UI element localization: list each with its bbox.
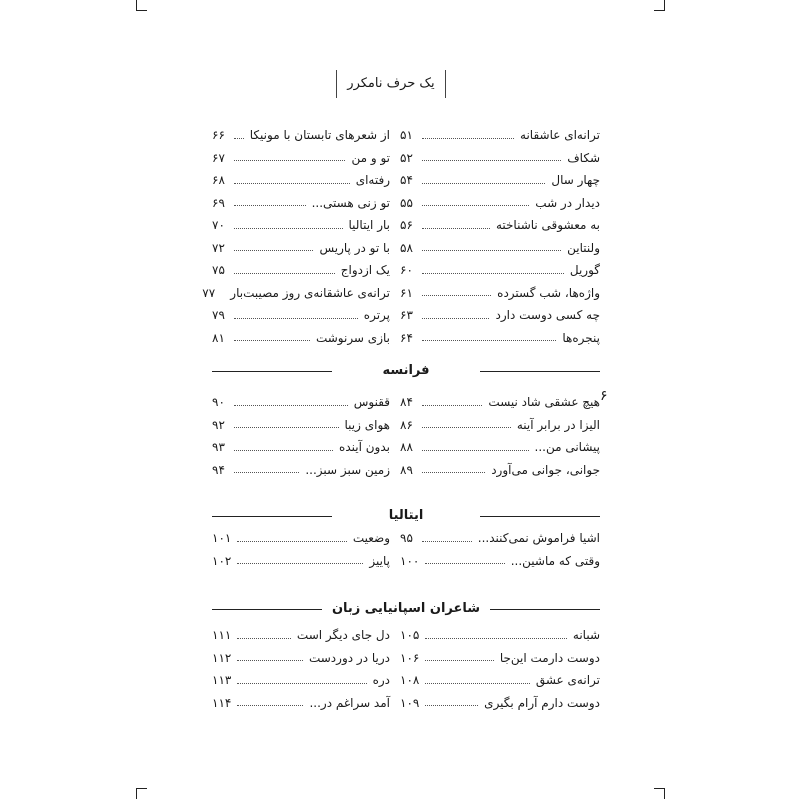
section-heading (212, 360, 600, 382)
toc-leader-dots (234, 405, 348, 406)
toc-entry-title: بار ایتالیا (348, 218, 390, 232)
toc-entry-title: دل جای دیگر است (296, 628, 390, 642)
section-title: ایتالیا (379, 508, 434, 523)
toc-entry (400, 328, 600, 348)
section-title: فرانسه (372, 363, 439, 378)
toc-entry-page: ۷۷ (202, 285, 216, 300)
toc-leader-dots (422, 427, 511, 428)
toc-entry-page: ۹۳ (212, 440, 225, 454)
toc-entry-title: وقتی که ماشین... (510, 553, 600, 568)
toc-entry-page: ۱۱۳ (212, 673, 232, 687)
toc-leader-dots (234, 228, 343, 229)
section-heading (212, 505, 600, 527)
toc-entry-title: هیچ عشقی شاد نیست (488, 395, 600, 409)
toc-leader-dots (422, 295, 491, 296)
toc-entry-title: ققنوس (353, 395, 390, 409)
toc-leader-dots (422, 541, 472, 542)
toc-leader-dots (422, 160, 561, 161)
toc-entry (212, 238, 390, 258)
toc-leader-dots (234, 450, 333, 451)
toc-entry-page: ۱۰۱ (212, 531, 232, 545)
toc-entry-page: ۹۴ (212, 462, 225, 477)
toc-entry (212, 305, 390, 325)
toc-entry-page: ۱۱۱ (212, 628, 232, 642)
toc-entry (212, 170, 390, 190)
toc-entry-page: ۵۵ (400, 195, 413, 210)
toc-entry (212, 648, 390, 668)
toc-entry-page: ۸۱ (212, 330, 225, 345)
toc-entry-page: ۱۰۶ (400, 650, 420, 665)
toc-entry-title: دوست دارم آرام بگیری (484, 695, 600, 710)
toc-entry-page: ۸۸ (400, 440, 413, 454)
toc-entry-title: از شعرهای تابستان با مونیکا (249, 128, 390, 142)
toc-entry-page: ۷۵ (212, 263, 225, 277)
toc-leader-dots (425, 563, 504, 564)
toc-entry-title: چهار سال (551, 173, 600, 187)
toc-entry-title: زمین سبز سبز... (305, 462, 390, 477)
toc-entry-page: ۶۴ (400, 330, 413, 345)
toc-leader-dots (234, 160, 345, 161)
toc-leader-dots (422, 340, 556, 341)
toc-entry-title: پنجره‌ها (562, 330, 600, 345)
toc-leader-dots (234, 205, 306, 206)
toc-entry-title: پاییز (369, 553, 390, 568)
crop-mark-top-left (136, 0, 147, 11)
toc-leader-dots (425, 683, 530, 684)
toc-entry-page: ۱۰۰ (400, 553, 420, 568)
toc-entry (212, 551, 390, 571)
toc-entry-page: ۱۰۵ (400, 628, 420, 642)
toc-entry-title: دره (372, 673, 390, 687)
toc-leader-dots (237, 541, 346, 542)
toc-leader-dots (422, 228, 490, 229)
toc-entry-title: دیدار در شب (535, 195, 600, 210)
toc-entry-page: ۱۱۲ (212, 650, 232, 665)
toc-entry-page: ۱۰۸ (400, 673, 420, 687)
toc-entry (400, 437, 600, 457)
toc-entry (212, 670, 390, 690)
toc-leader-dots (422, 472, 485, 473)
toc-entry-title: پرتره (363, 308, 390, 322)
toc-entry (400, 392, 600, 412)
toc-entry (400, 648, 600, 668)
toc-entry (400, 125, 600, 145)
toc-leader-dots (422, 205, 529, 206)
toc-leader-dots (234, 472, 299, 473)
toc-entry-page: ۷۰ (212, 218, 225, 232)
toc-entry-title: جوانی، جوانی می‌آورد (491, 462, 600, 477)
toc-entry-title: اشیا فراموش نمی‌کنند... (477, 531, 600, 545)
toc-entry-page: ۶۹ (212, 195, 225, 210)
toc-entry (400, 551, 600, 571)
toc-entry (212, 528, 390, 548)
toc-leader-dots (422, 250, 561, 251)
toc-leader-dots (422, 405, 482, 406)
toc-entry (212, 460, 390, 480)
toc-entry-page: ۶۸ (212, 173, 225, 187)
toc-entry-page: ۸۶ (400, 417, 413, 432)
toc-entry-title: دوست دارمت این‌جا (499, 650, 600, 665)
toc-entry (400, 415, 600, 435)
toc-entry (212, 215, 390, 235)
toc-leader-dots (425, 638, 567, 639)
toc-entry-page: ۶۰ (400, 263, 413, 277)
toc-entry-page: ۷۹ (212, 308, 225, 322)
toc-leader-dots (234, 427, 339, 428)
toc-leader-dots (237, 705, 303, 706)
crop-mark-bottom-left (136, 788, 147, 799)
toc-entry (400, 260, 600, 280)
toc-entry (212, 437, 390, 457)
toc-entry-page: ۹۰ (212, 395, 225, 409)
toc-leader-dots (425, 705, 478, 706)
toc-entry-page: ۵۱ (400, 128, 413, 142)
toc-entry-title: بازی سرنوشت (315, 330, 390, 345)
toc-entry-page: ۸۴ (400, 395, 413, 409)
toc-entry (400, 305, 600, 325)
toc-entry (400, 693, 600, 713)
toc-entry (202, 283, 390, 303)
toc-entry-title: بدون آینده (339, 440, 390, 454)
toc-entry (212, 415, 390, 435)
toc-leader-dots (422, 273, 564, 274)
toc-entry-title: وضعیت (352, 531, 390, 545)
toc-leader-dots (234, 318, 358, 319)
toc-entry-title: شبانه (572, 628, 600, 642)
toc-entry-title: ترانه‌ای عاشقانه (520, 128, 600, 142)
toc-entry (212, 693, 390, 713)
toc-entry-title: یک ازدواج (340, 263, 390, 277)
toc-entry (400, 670, 600, 690)
toc-entry-page: ۸۹ (400, 462, 413, 477)
toc-leader-dots (422, 183, 545, 184)
toc-entry-title: ترانه‌ی عاشقانه‌ی روز مصیبت‌بار (230, 285, 390, 300)
toc-entry-title: الیزا در برابر آینه (516, 417, 600, 432)
toc-leader-dots (237, 660, 303, 661)
toc-entry (400, 460, 600, 480)
toc-entry-title: پیشانی من... (534, 440, 600, 454)
toc-entry-page: ۵۶ (400, 218, 413, 232)
toc-entry-page: ۶۷ (212, 150, 225, 165)
toc-entry (400, 238, 600, 258)
toc-entry-page: ۶۳ (400, 308, 413, 322)
running-head: یک حرف نامکرر (336, 70, 446, 98)
toc-leader-dots (234, 340, 310, 341)
toc-entry (400, 193, 600, 213)
toc-leader-dots (234, 273, 335, 274)
toc-leader-dots (237, 683, 366, 684)
toc-leader-dots (234, 250, 313, 251)
toc-entry-page: ۹۵ (400, 531, 413, 545)
crop-mark-top-right (654, 0, 665, 11)
toc-entry-title: به معشوقی ناشناخته (495, 218, 600, 232)
toc-entry-title: تو زنی هستی... (311, 195, 390, 210)
toc-entry-title: با تو در پاریس (319, 240, 390, 255)
toc-entry (400, 170, 600, 190)
toc-entry-page: ۱۱۴ (212, 695, 232, 710)
toc-entry-page: ۱۰۹ (400, 695, 420, 710)
toc-entry-title: ترانه‌ی عشق (535, 673, 600, 687)
toc-entry-page: ۶۱ (400, 285, 413, 300)
toc-entry-page: ۵۲ (400, 150, 413, 165)
toc-entry-title: دریا در دوردست (308, 650, 390, 665)
toc-entry-title: تو و من (351, 150, 390, 165)
toc-entry-page: ۶۶ (212, 128, 225, 142)
toc-entry (400, 625, 600, 645)
toc-entry-page: ۷۲ (212, 240, 225, 255)
toc-entry (400, 148, 600, 168)
toc-entry (212, 148, 390, 168)
page-number: ۶ (600, 388, 608, 404)
toc-entry-page: ۵۴ (400, 173, 413, 187)
toc-leader-dots (422, 450, 529, 451)
toc-entry-page: ۱۰۲ (212, 553, 232, 568)
toc-entry (400, 283, 600, 303)
toc-entry-title: هوای زیبا (344, 417, 390, 432)
toc-entry (400, 215, 600, 235)
toc-entry-title: رفته‌ای (355, 173, 390, 187)
section-title: شاعران اسپانیایی زبان (322, 601, 490, 616)
toc-leader-dots (234, 138, 244, 139)
toc-entry-title: آمد سراغم در... (309, 695, 390, 710)
toc-entry (212, 193, 390, 213)
toc-entry (400, 528, 600, 548)
toc-entry (212, 328, 390, 348)
toc-leader-dots (237, 563, 363, 564)
toc-entry (212, 260, 390, 280)
toc-entry (212, 125, 390, 145)
section-heading (212, 598, 600, 620)
toc-leader-dots (422, 318, 489, 319)
toc-entry-title: چه کسی دوست دارد (495, 308, 600, 322)
crop-mark-bottom-right (654, 788, 665, 799)
toc-entry-page: ۵۸ (400, 240, 413, 255)
toc-leader-dots (425, 660, 493, 661)
toc-leader-dots (234, 183, 350, 184)
toc-entry-title: گوریل (569, 263, 600, 277)
toc-entry (212, 625, 390, 645)
toc-entry-title: شکاف (567, 150, 600, 165)
toc-entry-title: واژه‌ها، شب گسترده (497, 285, 600, 300)
toc-entry (212, 392, 390, 412)
toc-entry-page: ۹۲ (212, 417, 225, 432)
toc-leader-dots (237, 638, 291, 639)
toc-leader-dots (422, 138, 514, 139)
toc-entry-title: ولنتاین (567, 240, 600, 255)
